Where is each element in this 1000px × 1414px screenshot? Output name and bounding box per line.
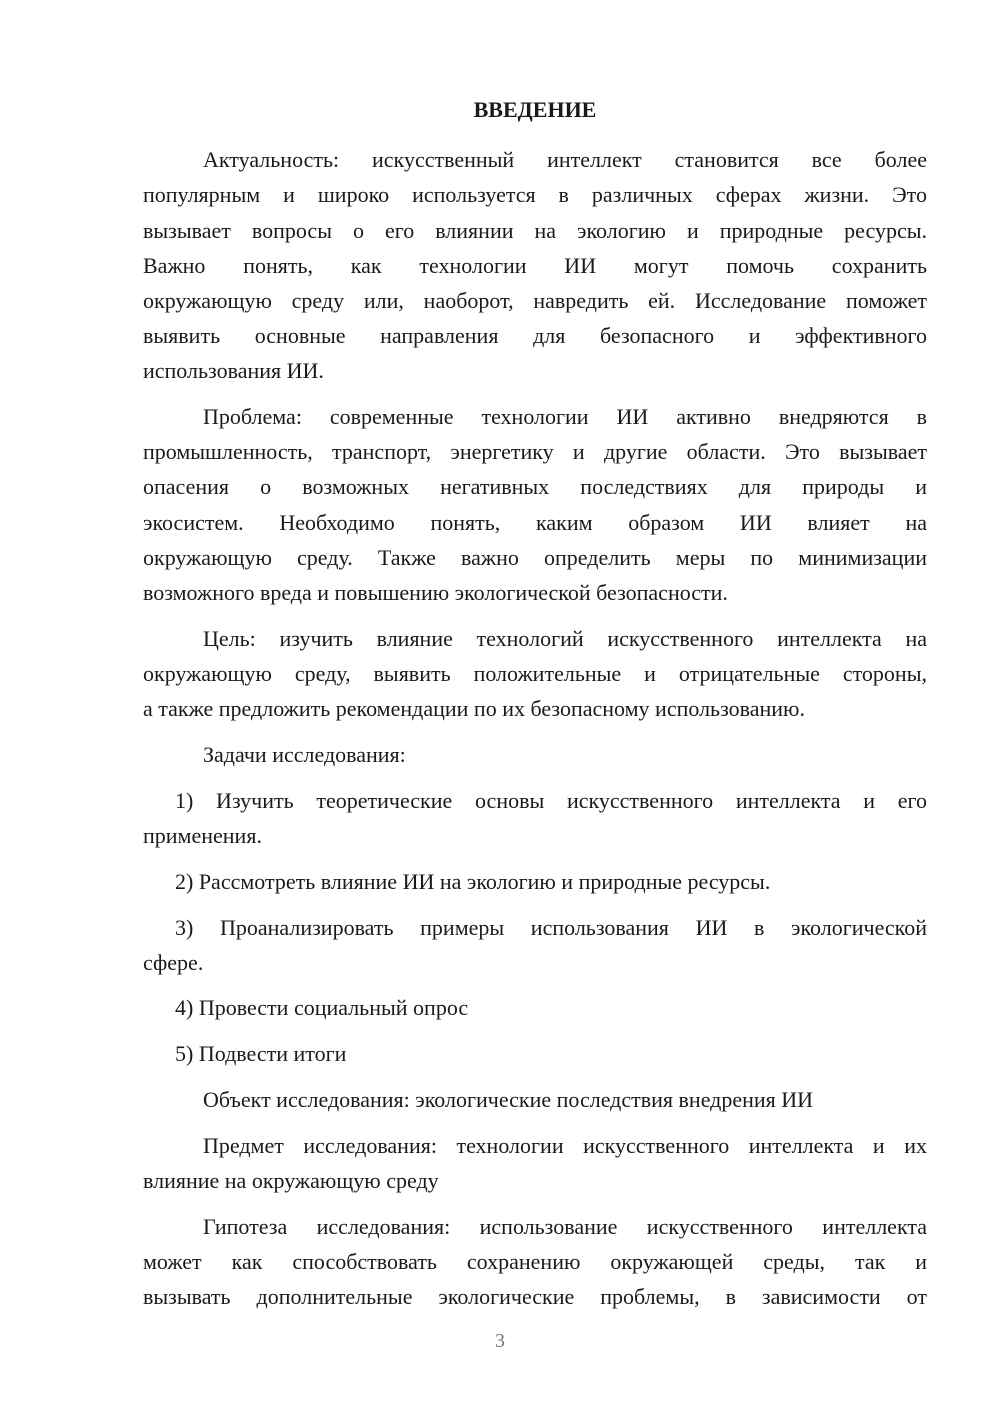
page-number: 3 — [495, 1330, 505, 1352]
list-item — [143, 990, 927, 1025]
text-line: окружающую среду. Также важно определить меры по минимизации — [143, 544, 927, 570]
list-item — [143, 1036, 927, 1071]
text-line: сфере. — [143, 949, 204, 975]
text-line: Задачи исследования: — [203, 741, 406, 767]
text-line: Актуальность: искусственный интеллект становится все более — [203, 147, 927, 173]
paragraph — [143, 621, 927, 727]
text-line: окружающую среду или, наоборот, навредить ей. Исследование поможет — [143, 287, 927, 313]
list-item — [143, 910, 927, 980]
document-body — [143, 142, 927, 1314]
text-line: опасения о возможных негативных последствиях для природы и — [143, 474, 927, 500]
list-item — [143, 864, 927, 899]
text-line: 5) Подвести итоги — [175, 1041, 347, 1067]
text-line: Предмет исследования: технологии искусственного интеллекта и их — [203, 1132, 927, 1158]
paragraph — [143, 399, 927, 610]
text-line: 2) Рассмотреть влияние ИИ на экологию и природные ресурсы. — [175, 868, 771, 894]
text-line: 3) Проанализировать примеры использования ИИ в экологической — [175, 914, 927, 940]
text-line: экосистем. Необходимо понять, каким образом ИИ влияет на — [143, 509, 927, 535]
text-line: окружающую среду, выявить положительные и отрицательные стороны, — [143, 661, 927, 687]
text-line: Цель: изучить влияние технологий искусственного интеллекта на — [203, 625, 927, 651]
text-line: применения. — [143, 822, 262, 848]
paragraph — [143, 1082, 927, 1117]
text-line: Важно понять, как технологии ИИ могут помочь сохранить — [143, 252, 927, 278]
text-line: Объект исследования: экологические последствия внедрения ИИ — [203, 1087, 814, 1113]
text-line: 4) Провести социальный опрос — [175, 995, 469, 1021]
list-item — [143, 783, 927, 853]
document-page — [143, 92, 927, 1325]
paragraph — [143, 1209, 927, 1315]
text-line: влияние на окружающую среду — [143, 1168, 439, 1194]
text-line: а также предложить рекомендации по их безопасному использованию. — [143, 696, 805, 722]
text-line: может как способствовать сохранению окружающей среды, так и — [143, 1248, 927, 1274]
text-line: популярным и широко используется в различных сферах жизни. Это — [143, 182, 927, 208]
section-title: ВВЕДЕНИЕ — [473, 97, 597, 122]
text-line: вызывает вопросы о его влиянии на экологию и природные ресурсы. — [143, 217, 927, 243]
paragraph — [143, 142, 927, 388]
text-line: Проблема: современные технологии ИИ активно внедряются в — [203, 404, 927, 430]
text-line: промышленность, транспорт, энергетику и другие области. Это вызывает — [143, 439, 927, 465]
text-line: Гипотеза исследования: использование искусственного интеллекта — [203, 1213, 927, 1239]
paragraph — [143, 737, 927, 772]
text-line: 1) Изучить теоретические основы искусственного интеллекта и его — [175, 787, 927, 813]
paragraph — [143, 1128, 927, 1198]
text-line: использования ИИ. — [143, 358, 324, 384]
text-line: возможного вреда и повышению экологической безопасности. — [143, 580, 728, 606]
text-line: выявить основные направления для безопасного и эффективного — [143, 323, 927, 349]
text-line: вызывать дополнительные экологические проблемы, в зависимости от — [143, 1284, 927, 1310]
